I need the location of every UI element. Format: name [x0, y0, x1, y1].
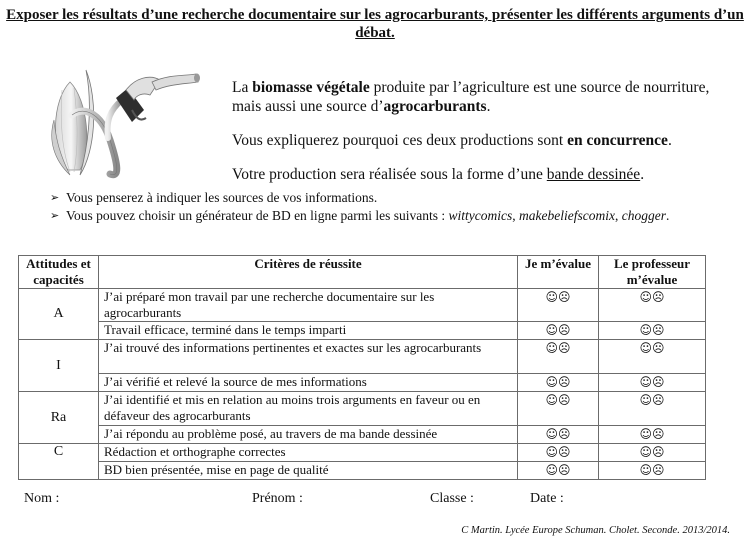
table-row: [19, 392, 706, 426]
text: Vous pouvez choisir un générateur de BD en ligne parmi les suivants :: [66, 208, 449, 223]
author-credit: C Martin. Lycée Europe Schuman. Cholet. Seconde. 2013/2014.: [461, 525, 730, 536]
intro-text: [232, 78, 712, 199]
text: ,: [615, 208, 622, 223]
criteria-table: [18, 255, 706, 480]
underlined-term: bande dessinée: [546, 166, 641, 183]
tool-name: wittycomics: [448, 208, 513, 223]
text: Votre production sera réalisée sous la forme d’une: [232, 166, 547, 183]
teacher-eval-smileys[interactable]: ☺☹: [599, 426, 706, 444]
text: La: [232, 79, 253, 96]
criterion: J’ai trouvé des informations pertinentes et exactes sur les agrocarburants: [99, 340, 518, 374]
self-eval-smileys[interactable]: ☺☹: [518, 462, 599, 480]
arrow-bullet-icon: ➢: [50, 210, 60, 222]
corn-fuel-nozzle-icon: [40, 60, 205, 185]
text: .: [667, 132, 672, 149]
teacher-eval-smileys[interactable]: ☺☹: [599, 392, 706, 426]
table-row: [19, 462, 706, 480]
attitude-code: C: [19, 444, 99, 480]
bold-term: biomasse végétale: [252, 79, 370, 96]
self-eval-smileys[interactable]: ☺☹: [518, 426, 599, 444]
criterion: J’ai répondu au problème posé, au travers de ma bande dessinée: [99, 426, 518, 444]
self-eval-smileys[interactable]: ☺☹: [518, 392, 599, 426]
text: ,: [512, 208, 520, 223]
date-field-label: Date :: [530, 491, 564, 506]
teacher-eval-smileys[interactable]: ☺☹: [599, 444, 706, 462]
intro-paragraph-3: [232, 165, 712, 184]
table-row: [19, 444, 706, 462]
bold-term: agrocarburants: [383, 98, 487, 115]
text: Vous expliquerez pourquoi ces deux productions sont: [232, 132, 568, 149]
text: produite par l’agriculture est une source de nourriture, mais aussi une source d’: [232, 79, 710, 115]
teacher-eval-smileys[interactable]: ☺☹: [599, 289, 706, 322]
prenom-field-label: Prénom :: [252, 491, 303, 506]
text: .: [640, 166, 645, 183]
bullet-text: [66, 207, 669, 225]
list-item: [50, 189, 669, 207]
table-row: [19, 426, 706, 444]
header-je-m-evalue: Je m’évalue: [518, 256, 599, 289]
list-item: [50, 207, 669, 225]
table-row: [19, 322, 706, 340]
table-row: [19, 340, 706, 374]
self-eval-smileys[interactable]: ☺☹: [518, 289, 599, 322]
tool-name: chogger: [621, 208, 667, 223]
self-eval-smileys[interactable]: ☺☹: [518, 322, 599, 340]
attitude-code: A: [19, 289, 99, 340]
bullet-text: Vous penserez à indiquer les sources de vos informations.: [66, 190, 378, 205]
table-row: [19, 374, 706, 392]
criterion: Rédaction et orthographe correctes: [99, 444, 518, 462]
nom-field-label: Nom :: [24, 491, 60, 506]
teacher-eval-smileys[interactable]: ☺☹: [599, 374, 706, 392]
intro-paragraph-1: [232, 78, 712, 116]
self-eval-smileys[interactable]: ☺☹: [518, 374, 599, 392]
criterion: J’ai préparé mon travail par une recherche documentaire sur les agrocarburants: [99, 289, 518, 322]
criterion: BD bien présentée, mise en page de qualité: [99, 462, 518, 480]
text: .: [666, 208, 670, 223]
tool-name: makebeliefscomix: [519, 208, 616, 223]
header-professeur: Le professeur m’évalue: [599, 256, 706, 289]
criterion: Travail efficace, terminé dans le temps imparti: [99, 322, 518, 340]
classe-field-label: Classe :: [430, 491, 474, 506]
header-criteres: Critères de réussite: [99, 256, 518, 289]
teacher-eval-smileys[interactable]: ☺☹: [599, 322, 706, 340]
text: .: [486, 98, 491, 115]
self-eval-smileys[interactable]: ☺☹: [518, 340, 599, 374]
attitude-code: Ra: [19, 392, 99, 444]
header-attitudes: Attitudes et capacités: [19, 256, 99, 289]
arrow-bullet-icon: ➢: [50, 192, 60, 204]
intro-paragraph-2: [232, 131, 712, 150]
teacher-eval-smileys[interactable]: ☺☹: [599, 340, 706, 374]
attitude-code: I: [19, 340, 99, 392]
teacher-eval-smileys[interactable]: ☺☹: [599, 462, 706, 480]
self-eval-smileys[interactable]: ☺☹: [518, 444, 599, 462]
bold-term: en concurrence: [567, 132, 668, 149]
table-header-row: [19, 256, 706, 289]
criterion: J’ai identifié et mis en relation au moins trois arguments en faveur ou en défaveur des agrocarburants: [99, 392, 518, 426]
table-row: [19, 289, 706, 322]
instruction-list: [50, 189, 669, 225]
criterion: J’ai vérifié et relevé la source de mes informations: [99, 374, 518, 392]
page-title: Exposer les résultats d’une recherche documentaire sur les agrocarburants, présenter les différents arguments d’un débat.: [6, 7, 744, 41]
